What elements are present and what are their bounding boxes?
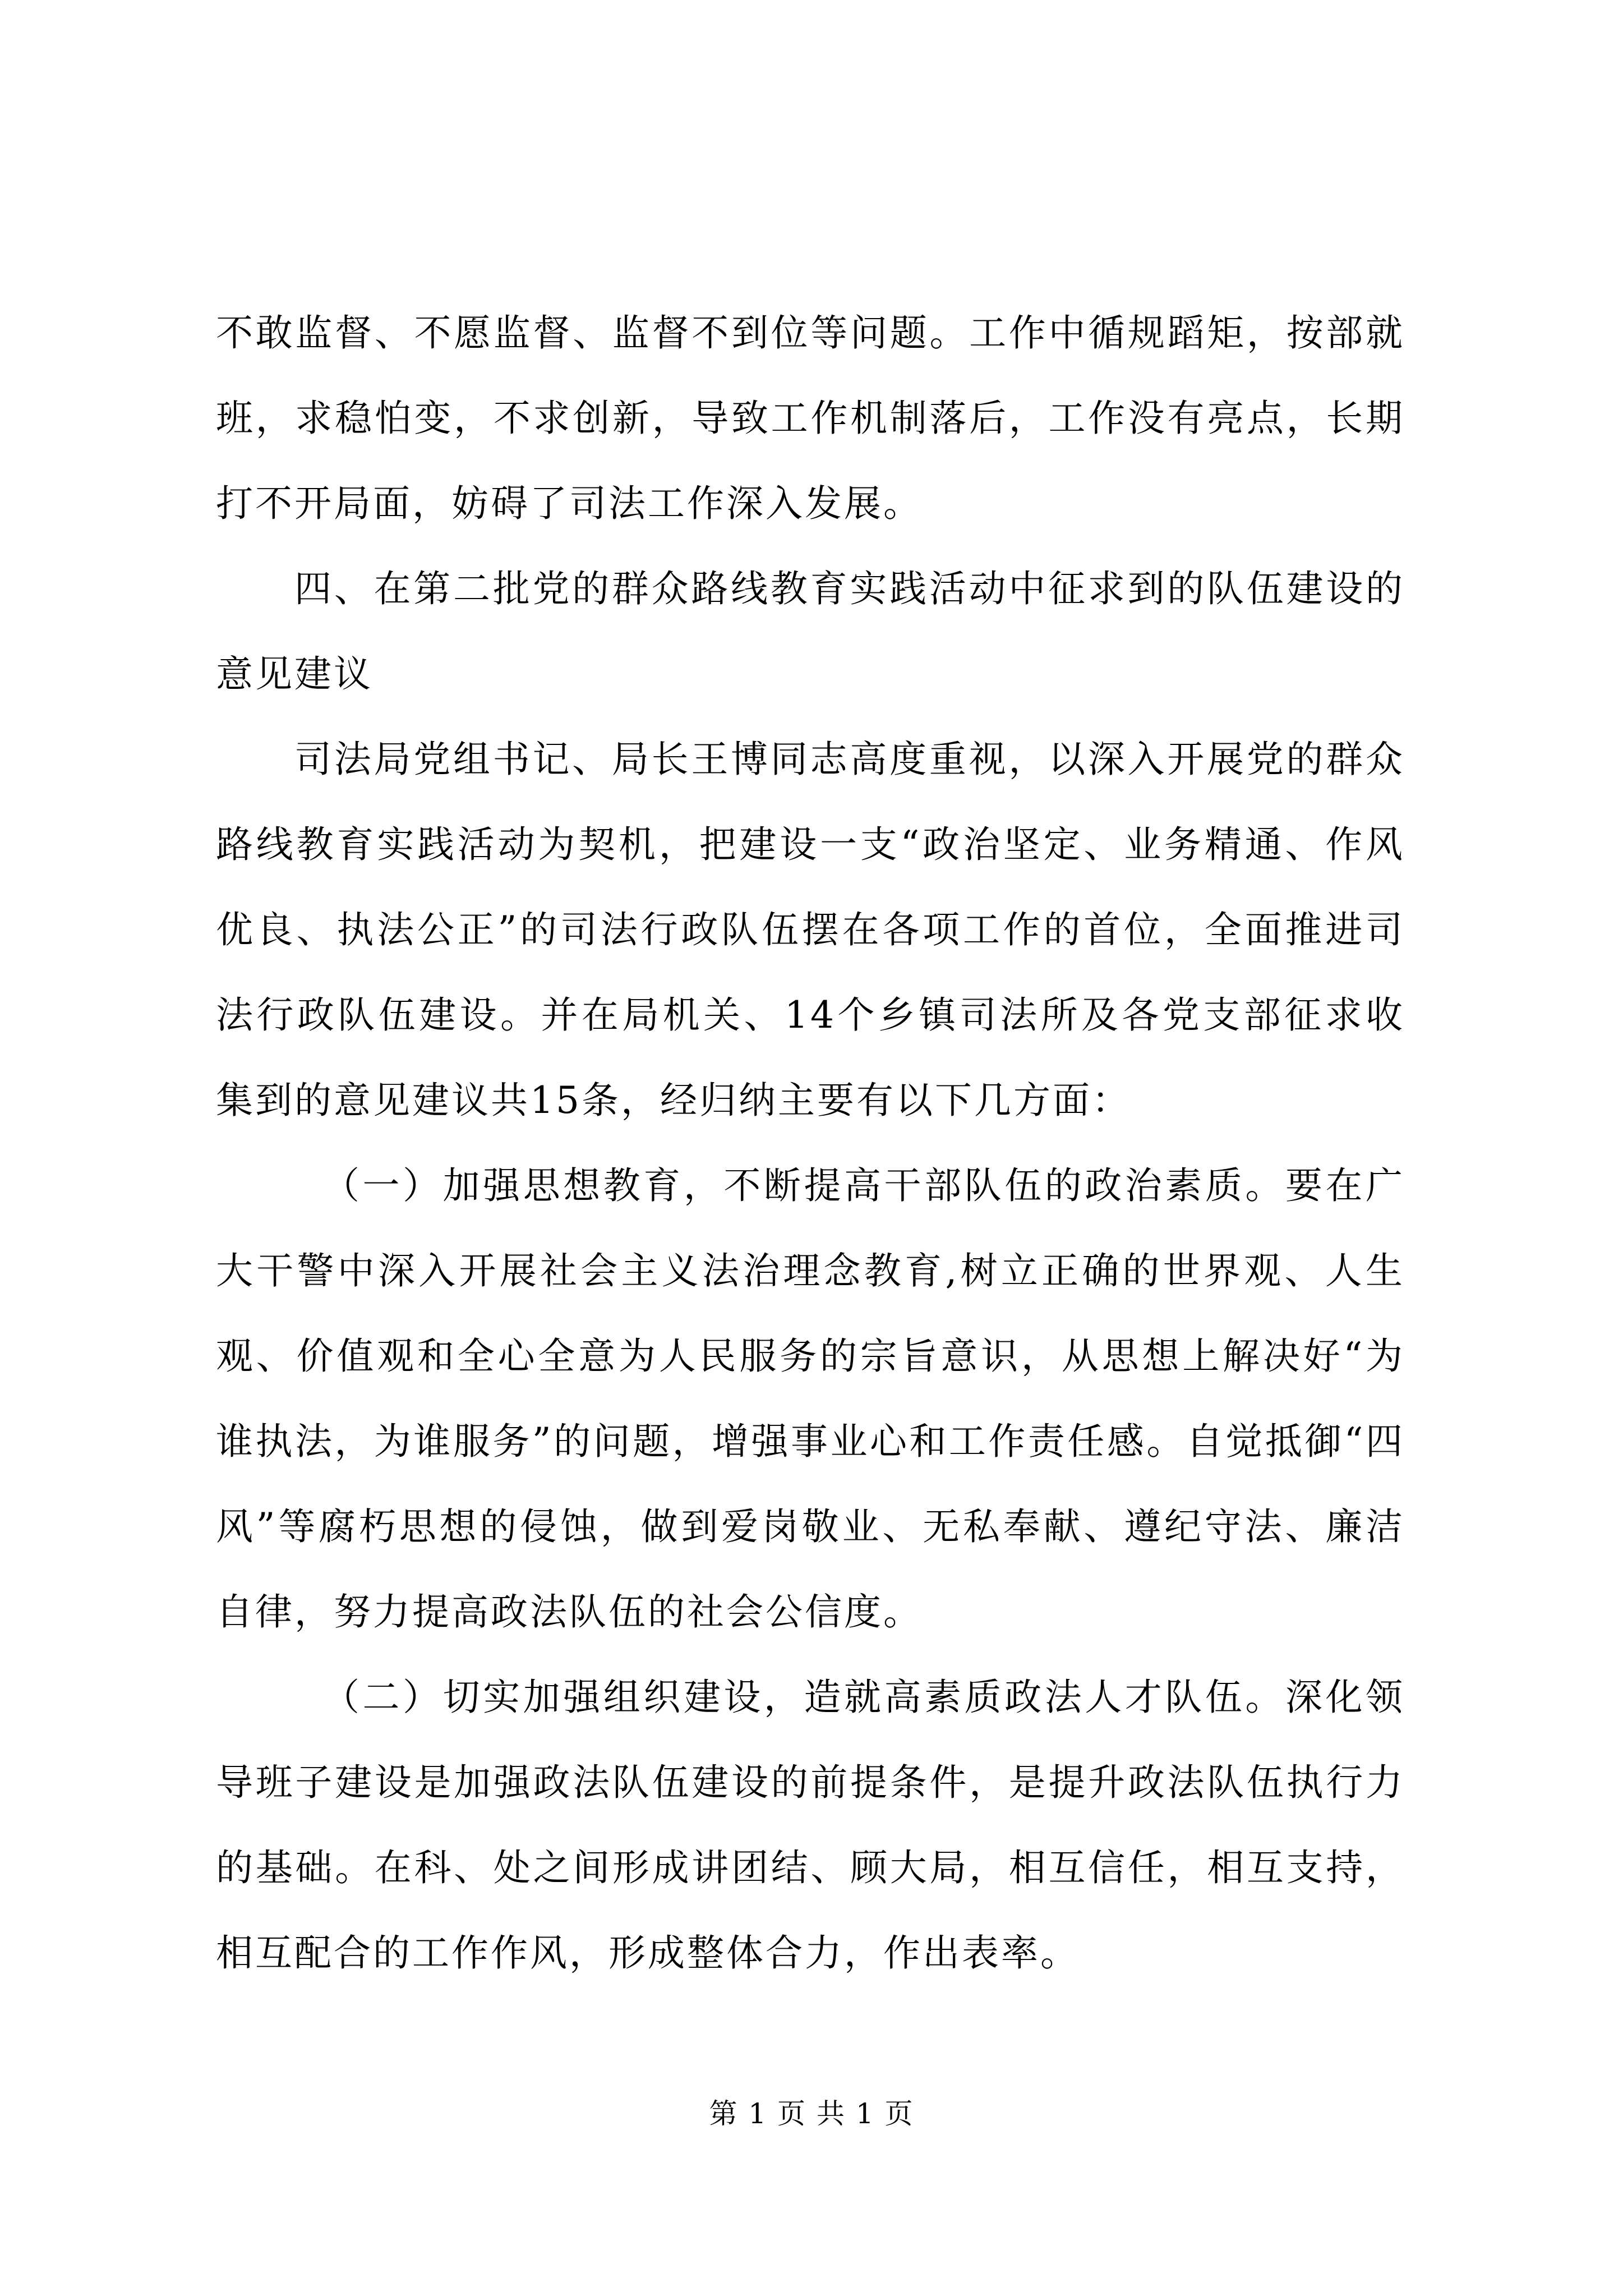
page-number-footer: 第 1 页 共 1 页 (709, 2097, 914, 2130)
document-body (216, 291, 1405, 1996)
paragraph-item-one: （一）加强思想教育，不断提高干部队伍的政治素质。要在广大干警中深入开展社会主义法治理念教育,树立正确的世界观、人生观、价值观和全心全意为人民服务的宗旨意识，从思想上解决好“为谁执法，为谁服务”的问题，增强事业心和工作责任感。自觉抵御“四风”等腐朽思想的侵蚀，做到爱岗敬业、无私奉献、遵纪守法、廉洁自律，努力提高政法队伍的社会公信度。 (216, 1164, 1405, 1634)
section-heading-four: 四、在第二批党的群众路线教育实践活动中征求到的队伍建设的意见建议 (216, 567, 1405, 696)
paragraph-item-two: （二）切实加强组织建设，造就高素质政法人才队伍。深化领导班子建设是加强政法队伍建设的前提条件，是提升政法队伍执行力的基础。在科、处之间形成讲团结、顾大局，相互信任，相互支持，相互配合的工作作风，形成整体合力，作出表率。 (216, 1676, 1405, 1975)
paragraph-continuation: 不敢监督、不愿监督、监督不到位等问题。工作中循规蹈矩，按部就班，求稳怕变，不求创新，导致工作机制落后，工作没有亮点，长期打不开局面，妨碍了司法工作深入发展。 (216, 311, 1405, 525)
paragraph-intro: 司法局党组书记、局长王博同志高度重视，以深入开展党的群众路线教育实践活动为契机，把建设一支“政治坚定、业务精通、作风优良、执法公正”的司法行政队伍摆在各项工作的首位，全面推进司法行政队伍建设。并在局机关、14个乡镇司法所及各党支部征求收集到的意见建议共15条，经归纳主要有以下几方面： (216, 738, 1405, 1122)
